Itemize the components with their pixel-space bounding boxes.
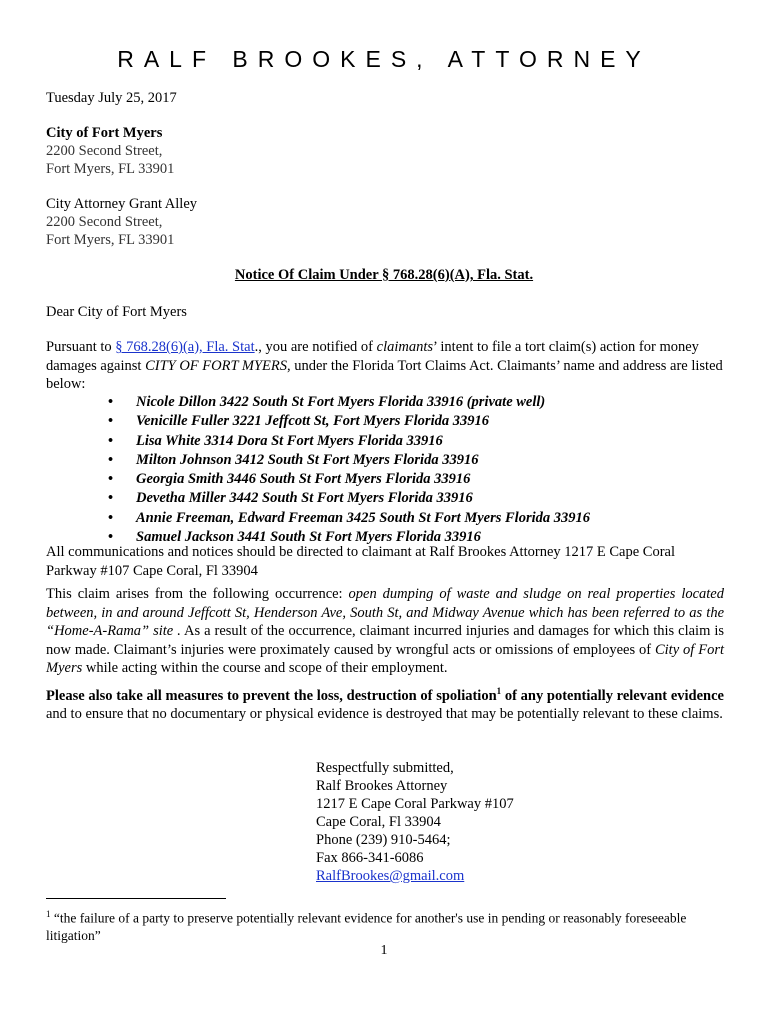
list-item	[108, 470, 590, 489]
bullet-icon: •	[108, 432, 114, 449]
signature-closing: Respectfully submitted,	[316, 760, 454, 776]
preservation-bold-1: Please also take all measures to prevent the loss, destruction of spoliation	[46, 687, 497, 704]
communications-paragraph: All communications and notices should be directed to claimant at Ralf Brookes Attorney 1217 E Cape Coral Parkway #107 Cape Coral, Fl 33904	[46, 544, 675, 579]
recipient1-city: Fort Myers, FL 33901	[46, 161, 175, 177]
footnote	[46, 906, 726, 944]
claimants-word: claimants	[376, 339, 434, 355]
recipient1-street: 2200 Second Street,	[46, 143, 163, 159]
occurrence-paragraph	[46, 585, 724, 678]
claimant-entry: Lisa White 3314 Dora St Fort Myers Florida 33916	[136, 432, 443, 449]
subject-heading: Notice Of Claim Under § 768.28(6)(A), Fla. Stat.	[234, 267, 534, 283]
footnote-ref[interactable]: 1	[496, 686, 502, 696]
recipient2-street: 2200 Second Street,	[46, 214, 163, 230]
claimant-entry: Georgia Smith 3446 South St Fort Myers Florida 33916	[136, 471, 471, 488]
claimant-entry: Samuel Jackson 3441 South St Fort Myers Florida 33916	[136, 529, 481, 546]
intro-text-2: ., you are notified of	[254, 339, 377, 355]
signature-email-link[interactable]: RalfBrookes@gmail.com	[316, 868, 465, 884]
city-name-italic: CITY OF FORT MYERS	[145, 357, 287, 374]
preservation-paragraph	[46, 682, 724, 724]
recipient1-name: City of Fort Myers	[46, 125, 163, 141]
city-name-italic: City of Fort Myers	[46, 641, 724, 676]
bullet-icon: •	[108, 413, 114, 430]
signature-street: 1217 E Cape Coral Parkway #107	[316, 796, 514, 812]
bullet-icon: •	[108, 394, 114, 410]
intro-text-1: Pursuant to	[46, 339, 116, 355]
occurrence-text-2: As a result of the occurrence, claimant incurred injuries and damages for which this claim is now made. Claimant’s injuries were proximately caused by wrongful acts or omissions of employees of	[46, 623, 724, 658]
list-item	[108, 432, 590, 451]
recipient2-city: Fort Myers, FL 33901	[46, 232, 175, 248]
bullet-icon: •	[108, 490, 114, 507]
footnote-divider	[46, 898, 226, 899]
list-item	[108, 412, 590, 431]
preservation-bold-2: of any potentially relevant evidence	[501, 687, 724, 704]
claimant-entry: Devetha Miller 3442 South St Fort Myers Florida 33916	[136, 490, 473, 507]
signature-phone: Phone (239) 910-5464;	[316, 832, 451, 848]
signature-fax: Fax 866-341-6086	[316, 850, 424, 866]
page-number: 1	[380, 943, 388, 958]
intro-text-3: ’ intent to file a tort claim(s) action for money damages against	[46, 339, 699, 374]
signature-name: Ralf Brookes Attorney	[316, 778, 448, 794]
list-item	[108, 509, 590, 528]
bullet-icon: •	[108, 529, 114, 546]
claimant-entry: Venicille Fuller 3221 Jeffcott St, Fort Myers Florida 33916	[136, 413, 489, 430]
bullet-icon: •	[108, 471, 114, 488]
claimant-entry: Nicole Dillon 3422 South St Fort Myers Florida 33916 (private well)	[136, 394, 546, 410]
salutation: Dear City of Fort Myers	[46, 304, 187, 320]
letter-date: Tuesday July 25, 2017	[46, 90, 177, 106]
footnote-text: “the failure of a party to preserve potentially relevant evidence for another's use in pending or reasonably foreseeable litigation”	[46, 910, 687, 943]
list-item	[108, 489, 590, 508]
claimant-entry: Milton Johnson 3412 South St Fort Myers Florida 33916	[136, 451, 479, 468]
list-item	[108, 451, 590, 470]
intro-text-4: , under the Florida Tort Claims Act. Claimants’ name and address are listed below:	[46, 357, 723, 392]
list-item	[108, 393, 590, 412]
recipient2-name: City Attorney Grant Alley	[46, 196, 198, 212]
occurrence-text-3: while acting within the course and scope of their employment.	[82, 660, 448, 676]
signature-city: Cape Coral, Fl 33904	[316, 814, 441, 830]
claimant-entry: Annie Freeman, Edward Freeman 3425 South St Fort Myers Florida 33916	[136, 509, 591, 526]
intro-paragraph	[46, 338, 724, 394]
occurrence-text-1: This claim arises from the following occurrence:	[46, 586, 349, 602]
letterhead: RALF BROOKES, ATTORNEY	[117, 46, 651, 72]
preservation-rest: and to ensure that no documentary or physical evidence is destroyed that may be potentially relevant to these claims.	[46, 706, 723, 723]
statute-link[interactable]: § 768.28(6)(a), Fla. Stat	[115, 339, 255, 355]
occurrence-description: open dumping of waste and sludge on real properties located between, in and around Jeffcott St, Henderson Ave, South St, and Midway Avenue which has been referred to as the “Home-A-Rama” site .	[46, 586, 724, 639]
bullet-icon: •	[108, 451, 114, 468]
claimants-list	[108, 393, 590, 547]
footnote-marker: 1	[46, 909, 51, 919]
bullet-icon: •	[108, 509, 114, 526]
